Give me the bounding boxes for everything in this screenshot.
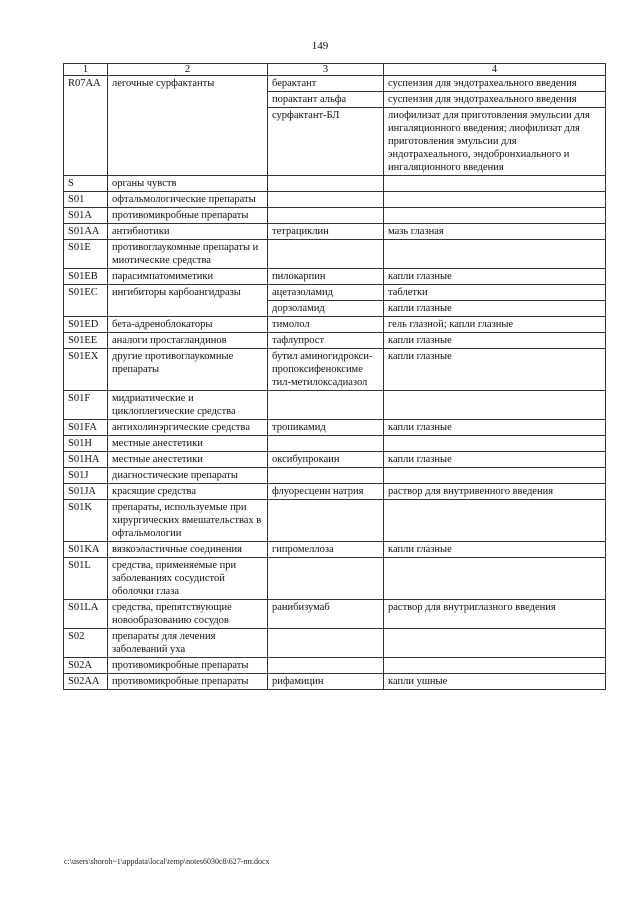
dosage-form-cell: гель глазной; капли глазные — [384, 317, 606, 333]
atc-code-cell: S01HA — [64, 452, 108, 468]
atc-code-cell: S02 — [64, 629, 108, 658]
drug-name-cell: порактант альфа — [268, 92, 384, 108]
atc-code-cell: S02AA — [64, 674, 108, 690]
drug-name-cell: пилокарпин — [268, 269, 384, 285]
group-name-cell: органы чувств — [108, 176, 268, 192]
group-name-cell: аналоги простагландинов — [108, 333, 268, 349]
table-row — [64, 76, 606, 92]
table-row — [64, 452, 606, 468]
drug-name-cell — [268, 468, 384, 484]
dosage-form-cell: таблетки — [384, 285, 606, 301]
drug-name-cell: оксибупрокаин — [268, 452, 384, 468]
document-file-path: c:\users\shoroh~1\appdata\local\temp\notes6030c8\627-пп.docx — [64, 857, 270, 866]
table-row — [64, 208, 606, 224]
table-body — [64, 76, 606, 690]
drug-name-cell — [268, 391, 384, 420]
dosage-form-cell — [384, 391, 606, 420]
column-header: 1 — [64, 64, 108, 76]
table-row — [64, 317, 606, 333]
atc-code-cell: S01EX — [64, 349, 108, 391]
drug-name-cell: дорзоламид — [268, 301, 384, 317]
drug-name-cell: гипромеллоза — [268, 542, 384, 558]
table-row — [64, 269, 606, 285]
dosage-form-cell: суспензия для эндотрахеального введения — [384, 92, 606, 108]
table-row — [64, 542, 606, 558]
group-name-cell: парасимпатомиметики — [108, 269, 268, 285]
drug-name-cell: берактант — [268, 76, 384, 92]
dosage-form-cell: лиофилизат для приготовления эмульсии для ингаляционного введения; лиофилизат для приготовления эмульсии для эндотрахеального, эндобронхиального и ингаляционного введения — [384, 108, 606, 176]
drug-name-cell: ранибизумаб — [268, 600, 384, 629]
table-row — [64, 176, 606, 192]
group-name-cell: противоглаукомные препараты и миотические средства — [108, 240, 268, 269]
atc-code-cell: S01K — [64, 500, 108, 542]
group-name-cell: мидриатические и циклоплегические средства — [108, 391, 268, 420]
dosage-form-cell: суспензия для эндотрахеального введения — [384, 76, 606, 92]
dosage-form-cell: мазь глазная — [384, 224, 606, 240]
drug-name-cell — [268, 558, 384, 600]
table-row — [64, 224, 606, 240]
drug-name-cell: рифамицин — [268, 674, 384, 690]
dosage-form-cell — [384, 629, 606, 658]
medicines-table — [63, 63, 606, 690]
dosage-form-cell — [384, 436, 606, 452]
drug-name-cell — [268, 658, 384, 674]
table-row — [64, 349, 606, 391]
dosage-form-cell — [384, 176, 606, 192]
drug-name-cell — [268, 208, 384, 224]
dosage-form-cell: капли глазные — [384, 269, 606, 285]
table-row — [64, 240, 606, 269]
table-row — [64, 468, 606, 484]
atc-code-cell: S01LA — [64, 600, 108, 629]
table-row — [64, 500, 606, 542]
group-name-cell: средства, применяемые при заболеваниях сосудистой оболочки глаза — [108, 558, 268, 600]
group-name-cell: местные анестетики — [108, 436, 268, 452]
table-row — [64, 285, 606, 301]
dosage-form-cell: капли глазные — [384, 542, 606, 558]
atc-code-cell: S01AA — [64, 224, 108, 240]
page-number: 149 — [311, 40, 329, 52]
atc-code-cell: S01EC — [64, 285, 108, 317]
atc-code-cell: S02A — [64, 658, 108, 674]
dosage-form-cell — [384, 208, 606, 224]
dosage-form-cell — [384, 468, 606, 484]
table-row — [64, 420, 606, 436]
atc-code-cell: S01EE — [64, 333, 108, 349]
group-name-cell: местные анестетики — [108, 452, 268, 468]
drug-name-cell — [268, 192, 384, 208]
atc-code-cell: S01H — [64, 436, 108, 452]
group-name-cell: противомикробные препараты — [108, 208, 268, 224]
group-name-cell: ингибиторы карбоангидразы — [108, 285, 268, 317]
group-name-cell: вязкоэластичные соединения — [108, 542, 268, 558]
atc-code-cell: S01A — [64, 208, 108, 224]
table-header-row — [64, 64, 606, 76]
dosage-form-cell — [384, 192, 606, 208]
group-name-cell: диагностические препараты — [108, 468, 268, 484]
group-name-cell: антибиотики — [108, 224, 268, 240]
dosage-form-cell: капли глазные — [384, 349, 606, 391]
atc-code-cell: S01ED — [64, 317, 108, 333]
atc-code-cell: S01KA — [64, 542, 108, 558]
drug-name-cell — [268, 629, 384, 658]
group-name-cell: красящие средства — [108, 484, 268, 500]
column-header: 3 — [268, 64, 384, 76]
column-header: 4 — [384, 64, 606, 76]
drug-name-cell — [268, 240, 384, 269]
drug-name-cell: бутил аминогидрокси-пропоксифеноксиме тил-метилоксадиазол — [268, 349, 384, 391]
table-row — [64, 333, 606, 349]
dosage-form-cell: капли глазные — [384, 420, 606, 436]
table-row — [64, 192, 606, 208]
table-row — [64, 674, 606, 690]
table-row — [64, 629, 606, 658]
atc-code-cell: S01J — [64, 468, 108, 484]
group-name-cell: препараты, используемые при хирургических вмешательствах в офтальмологии — [108, 500, 268, 542]
drug-name-cell — [268, 176, 384, 192]
atc-code-cell: S01L — [64, 558, 108, 600]
dosage-form-cell: капли ушные — [384, 674, 606, 690]
atc-code-cell: S01JA — [64, 484, 108, 500]
table-row — [64, 484, 606, 500]
dosage-form-cell: раствор для внутриглазного введения — [384, 600, 606, 629]
table-row — [64, 658, 606, 674]
atc-code-cell: S01EB — [64, 269, 108, 285]
atc-code-cell: S01 — [64, 192, 108, 208]
drug-name-cell: сурфактант-БЛ — [268, 108, 384, 176]
dosage-form-cell — [384, 240, 606, 269]
table-row — [64, 600, 606, 629]
drug-name-cell: тропикамид — [268, 420, 384, 436]
atc-code-cell: R07AA — [64, 76, 108, 176]
table-row — [64, 558, 606, 600]
group-name-cell: средства, препятствующие новообразованию сосудов — [108, 600, 268, 629]
table-row — [64, 436, 606, 452]
group-name-cell: офтальмологические препараты — [108, 192, 268, 208]
drug-name-cell: тетрациклин — [268, 224, 384, 240]
group-name-cell: другие противоглаукомные препараты — [108, 349, 268, 391]
group-name-cell: препараты для лечения заболеваний уха — [108, 629, 268, 658]
drug-name-cell: тимолол — [268, 317, 384, 333]
drug-name-cell: ацетазоламид — [268, 285, 384, 301]
table-row — [64, 391, 606, 420]
dosage-form-cell — [384, 500, 606, 542]
dosage-form-cell: раствор для внутривенного введения — [384, 484, 606, 500]
atc-code-cell: S01E — [64, 240, 108, 269]
atc-code-cell: S — [64, 176, 108, 192]
drug-name-cell — [268, 500, 384, 542]
dosage-form-cell: капли глазные — [384, 301, 606, 317]
dosage-form-cell — [384, 558, 606, 600]
dosage-form-cell: капли глазные — [384, 452, 606, 468]
atc-code-cell: S01F — [64, 391, 108, 420]
group-name-cell: бета-адреноблокаторы — [108, 317, 268, 333]
dosage-form-cell: капли глазные — [384, 333, 606, 349]
group-name-cell: антихолинэргические средства — [108, 420, 268, 436]
drug-name-cell: флуоресцеин натрия — [268, 484, 384, 500]
dosage-form-cell — [384, 658, 606, 674]
drug-name-cell: тафлупрост — [268, 333, 384, 349]
column-header: 2 — [108, 64, 268, 76]
group-name-cell: противомикробные препараты — [108, 658, 268, 674]
atc-code-cell: S01FA — [64, 420, 108, 436]
group-name-cell: противомикробные препараты — [108, 674, 268, 690]
drug-name-cell — [268, 436, 384, 452]
group-name-cell: легочные сурфактанты — [108, 76, 268, 176]
